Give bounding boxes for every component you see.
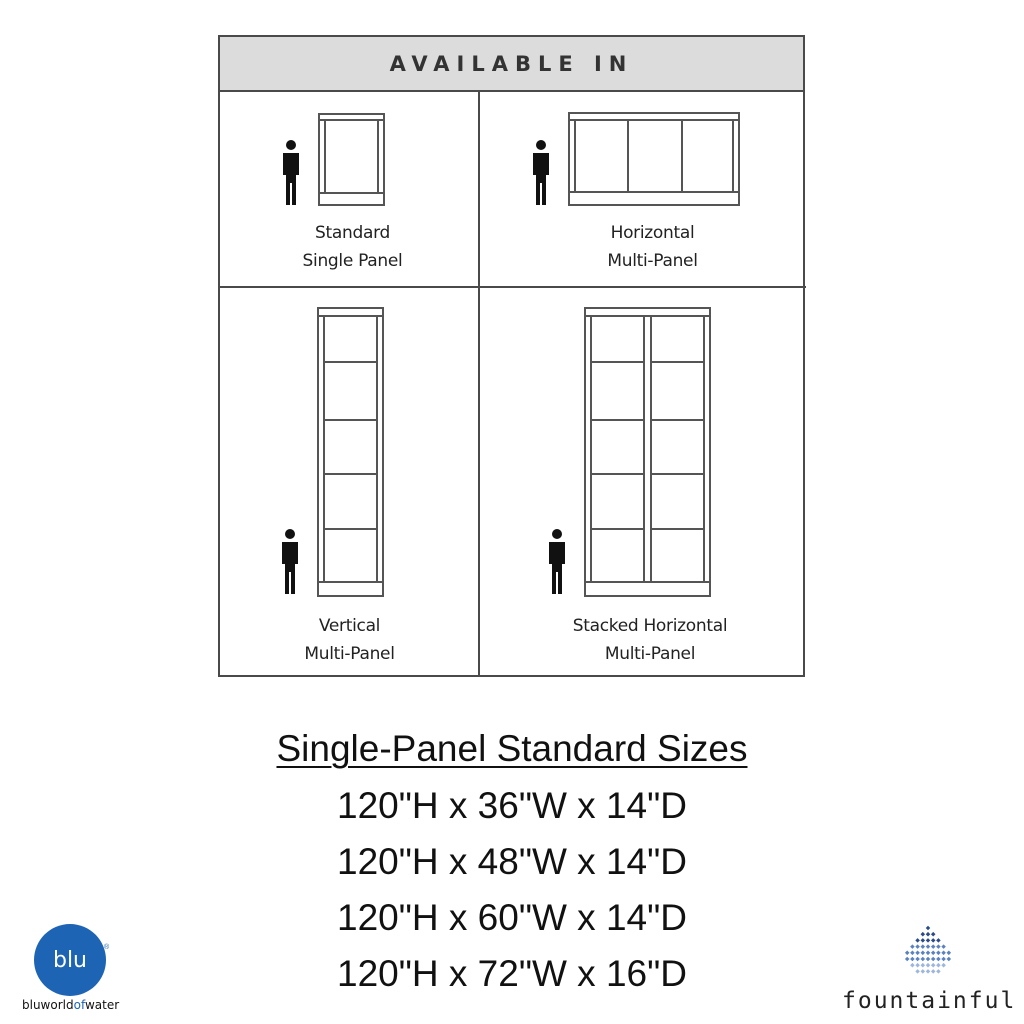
logo-dot [921,932,926,937]
logo-dot [936,969,941,974]
logo-dot [926,969,931,974]
logo-dot [926,932,931,937]
registered-mark: ® [104,944,110,951]
person-icon [549,529,565,594]
logo-dot [926,944,931,949]
option-caption: Vertical Multi-Panel [304,616,395,664]
option-caption: Standard Single Panel [302,223,403,271]
logo-dot [936,938,941,943]
logo-dot [936,963,941,968]
logo-dot [926,957,931,962]
vertical-multi-panel-diagram [270,302,400,602]
fountainful-logo-icon [898,924,958,984]
logo-dot [941,951,946,956]
person-icon [283,140,299,205]
size-item: 120"H x 60"W x 14"D [337,897,687,938]
logo-dot [915,969,920,974]
logo-dot [926,938,931,943]
logo-dot [941,944,946,949]
grid-divider-vertical [478,90,480,675]
logo-dot [931,951,936,956]
standard-single-panel-diagram [270,105,400,215]
logo-dot [936,951,941,956]
person-icon [533,140,549,205]
logo-dot [915,957,920,962]
logo-dot [931,944,936,949]
logo-dot [931,938,936,943]
logo-dot [941,963,946,968]
logo-dot [915,963,920,968]
logo-dot [915,951,920,956]
logo-dot [915,944,920,949]
logo-dot [931,932,936,937]
logo-dot [905,951,910,956]
available-in-header: AVAILABLE IN [220,37,803,92]
fountainful-wordmark: fountainful [842,988,1017,1014]
logo-dot [931,969,936,974]
logo-dot [921,938,926,943]
logo-dot [921,969,926,974]
logo-dot [947,957,952,962]
sizes-title: Single-Panel Standard Sizes [276,728,748,769]
logo-dot [910,957,915,962]
logo-dot [921,944,926,949]
logo-dot [921,951,926,956]
logo-dot [910,944,915,949]
logo-dot [926,951,931,956]
option-caption: Stacked Horizontal Multi-Panel [572,616,728,664]
grid-divider-horizontal [220,286,806,288]
blu-logo: blu [34,924,106,996]
logo-dot [936,957,941,962]
logo-dot [936,944,941,949]
logo-dot [941,957,946,962]
logo-dot [910,951,915,956]
size-item: 120"H x 72"W x 16"D [337,953,687,994]
logo-dot [905,957,910,962]
horizontal-multi-panel-diagram [520,105,750,215]
logo-dot [931,957,936,962]
stacked-horizontal-multi-panel-diagram [535,302,720,602]
size-item: 120"H x 48"W x 14"D [337,841,687,882]
logo-dot [947,951,952,956]
logo-dot [915,938,920,943]
option-caption: Horizontal Multi-Panel [607,223,698,271]
logo-dot [926,963,931,968]
logo-dot [921,957,926,962]
logo-dot [921,963,926,968]
logo-dot [910,963,915,968]
bluworldofwater-wordmark: bluworldofwater [22,998,120,1012]
person-icon [282,529,298,594]
logo-dot [926,926,931,931]
size-item: 120"H x 36"W x 14"D [337,785,687,826]
logo-dot [931,963,936,968]
